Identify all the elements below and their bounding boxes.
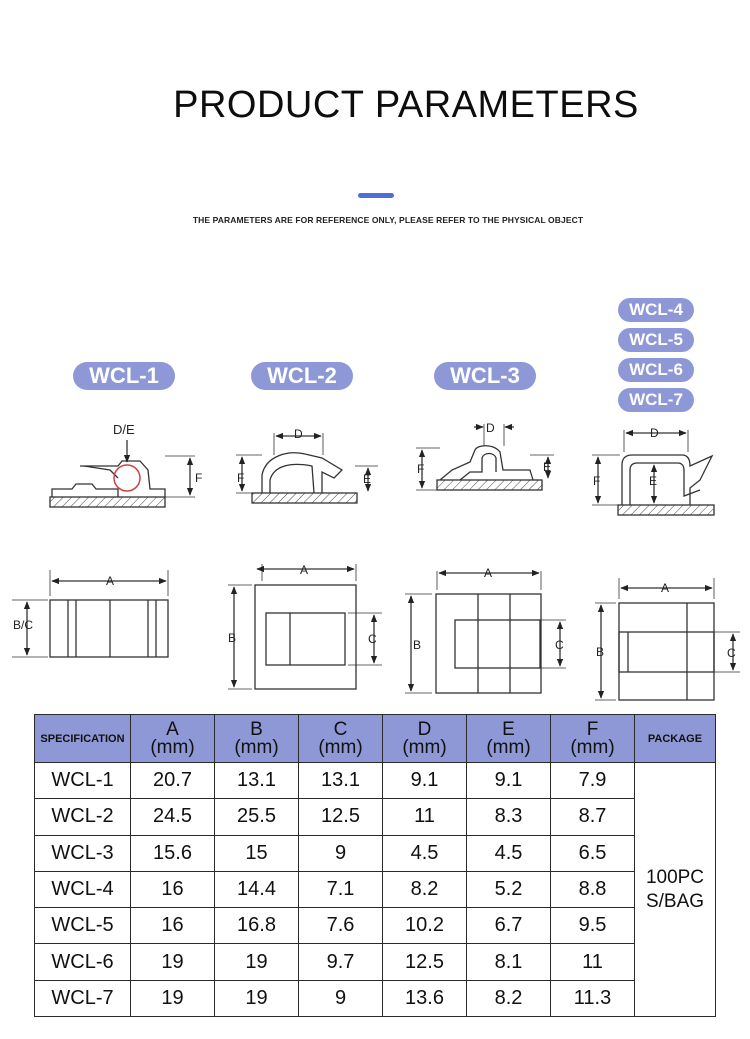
cell-d: 11 <box>383 799 467 835</box>
cell-a: 16 <box>131 871 215 907</box>
badge-wcl-2: WCL-2 <box>251 362 353 390</box>
label-b-wcl2: B <box>228 631 237 645</box>
cell-e: 4.5 <box>467 835 551 871</box>
wcl-2-side-view <box>236 433 378 503</box>
label-d-wcl47: D <box>650 426 659 440</box>
label-f-wcl2: F <box>237 471 245 485</box>
badge-wcl-5: WCL-5 <box>618 328 694 352</box>
wcl-3-top-view <box>405 571 566 693</box>
cell-a: 19 <box>131 944 215 980</box>
cell-d: 10.2 <box>383 908 467 944</box>
cell-a: 19 <box>131 980 215 1016</box>
label-c-wcl2: C <box>368 632 377 646</box>
label-a-wcl47: A <box>661 581 670 595</box>
table-row <box>35 871 716 907</box>
cell-e: 5.2 <box>467 871 551 907</box>
wcl-1-side-view <box>50 440 195 507</box>
cell-c: 7.1 <box>299 871 383 907</box>
cell-d: 13.6 <box>383 980 467 1016</box>
cell-c: 9 <box>299 980 383 1016</box>
label-bc: B/C <box>13 618 34 632</box>
header-d: D (mm) <box>383 715 467 763</box>
wcl-3-side-view <box>416 424 554 490</box>
header-package: PACKAGE <box>635 715 716 763</box>
cell-spec: WCL-6 <box>35 944 131 980</box>
cell-d: 9.1 <box>383 763 467 799</box>
cell-a: 24.5 <box>131 799 215 835</box>
cell-spec: WCL-1 <box>35 763 131 799</box>
header-b: B (mm) <box>215 715 299 763</box>
table-row <box>35 980 716 1016</box>
badge-wcl-1: WCL-1 <box>73 362 175 390</box>
table-row <box>35 944 716 980</box>
cell-e: 8.2 <box>467 980 551 1016</box>
label-de: D/E <box>113 422 135 437</box>
label-e-wcl2: E <box>363 472 372 486</box>
wcl-1-top-view <box>12 570 168 657</box>
badge-wcl-7: WCL-7 <box>618 388 694 412</box>
label-e-wcl3: E <box>543 460 552 474</box>
cell-e: 9.1 <box>467 763 551 799</box>
cell-spec: WCL-4 <box>35 871 131 907</box>
cell-b: 19 <box>215 980 299 1016</box>
header-e: E (mm) <box>467 715 551 763</box>
header-c: C (mm) <box>299 715 383 763</box>
label-f-wcl3: F <box>417 462 425 476</box>
badge-wcl-6: WCL-6 <box>618 358 694 382</box>
table-row <box>35 908 716 944</box>
cell-f: 8.7 <box>551 799 635 835</box>
cell-d: 12.5 <box>383 944 467 980</box>
label-d-wcl3: D <box>486 421 495 435</box>
cell-c: 12.5 <box>299 799 383 835</box>
label-e-wcl47: E <box>649 474 658 488</box>
label-d-wcl2: D <box>294 427 303 441</box>
badge-wcl-4: WCL-4 <box>618 298 694 322</box>
cell-b: 19 <box>215 944 299 980</box>
parameter-table <box>34 714 716 1017</box>
table-row <box>35 799 716 835</box>
cell-package: 100PC S/BAG <box>635 763 716 1017</box>
cell-a: 15.6 <box>131 835 215 871</box>
header-f: F (mm) <box>551 715 635 763</box>
page-title: PRODUCT PARAMETERS <box>173 84 639 126</box>
label-c-wcl3: C <box>555 638 564 652</box>
cell-e: 6.7 <box>467 908 551 944</box>
cell-f: 9.5 <box>551 908 635 944</box>
cell-spec: WCL-7 <box>35 980 131 1016</box>
wcl-2-top-view <box>228 564 382 689</box>
cell-c: 9 <box>299 835 383 871</box>
page-subtitle: THE PARAMETERS ARE FOR REFERENCE ONLY, PLEASE REFER TO THE PHYSICAL OBJECT <box>192 215 584 225</box>
label-f: F <box>195 471 203 485</box>
cell-b: 25.5 <box>215 799 299 835</box>
badge-wcl-3: WCL-3 <box>434 362 536 390</box>
cell-a: 20.7 <box>131 763 215 799</box>
wcl-4-7-top-view <box>595 578 740 700</box>
cell-f: 6.5 <box>551 835 635 871</box>
cell-c: 9.7 <box>299 944 383 980</box>
cell-c: 13.1 <box>299 763 383 799</box>
table-header-row <box>35 715 716 763</box>
label-a-wcl2: A <box>300 563 309 577</box>
label-f-wcl47: F <box>593 474 601 488</box>
cell-spec: WCL-2 <box>35 799 131 835</box>
label-b-wcl47: B <box>596 645 605 659</box>
cell-f: 7.9 <box>551 763 635 799</box>
cell-d: 8.2 <box>383 871 467 907</box>
cell-e: 8.1 <box>467 944 551 980</box>
cell-b: 15 <box>215 835 299 871</box>
cell-b: 16.8 <box>215 908 299 944</box>
label-b-wcl3: B <box>413 638 422 652</box>
header-a: A (mm) <box>131 715 215 763</box>
cell-f: 11.3 <box>551 980 635 1016</box>
cell-spec: WCL-3 <box>35 835 131 871</box>
cell-spec: WCL-5 <box>35 908 131 944</box>
cell-b: 14.4 <box>215 871 299 907</box>
cell-d: 4.5 <box>383 835 467 871</box>
cell-e: 8.3 <box>467 799 551 835</box>
label-a-wcl1: A <box>106 574 115 588</box>
cell-f: 11 <box>551 944 635 980</box>
cell-a: 16 <box>131 908 215 944</box>
cell-f: 8.8 <box>551 871 635 907</box>
header-specification: SPECIFICATION <box>35 715 131 763</box>
label-a-wcl3: A <box>484 566 493 580</box>
label-c-wcl47: C <box>727 646 736 660</box>
wcl-4-7-side-view <box>592 430 714 515</box>
table-row <box>35 763 716 799</box>
cell-c: 7.6 <box>299 908 383 944</box>
cell-b: 13.1 <box>215 763 299 799</box>
table-row <box>35 835 716 871</box>
